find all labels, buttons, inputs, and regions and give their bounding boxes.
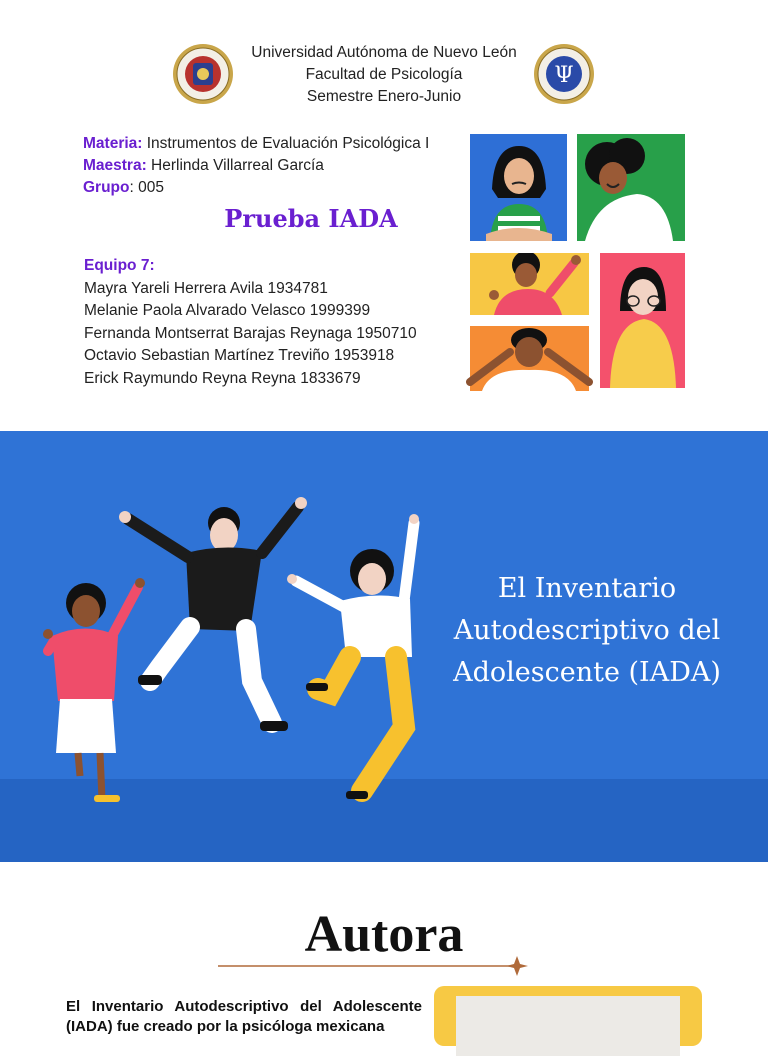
decorative-rule-icon: [218, 954, 530, 978]
laughing-girl-illustration: [577, 134, 685, 241]
team-label: Equipo 7:: [84, 257, 155, 274]
course-info: [83, 133, 429, 199]
university-name: Universidad Autónoma de Nuevo León: [251, 44, 517, 61]
banner-title-line: Autodescriptivo del: [453, 615, 721, 646]
maestra-row: [83, 155, 429, 177]
team-member: Octavio Sebastian Martínez Treviño 1953918: [84, 347, 395, 365]
materia-label: Materia:: [83, 135, 143, 152]
header-text: [240, 42, 528, 108]
uanl-seal-icon: [172, 43, 234, 105]
maestra-value: Herlinda Villarreal García: [146, 157, 324, 174]
autora-heading: Autora: [304, 906, 464, 963]
team-member: Melanie Paola Alvarado Velasco 1999399: [84, 302, 371, 320]
maestra-label: Maestra:: [83, 157, 147, 174]
semester-name: Semestre Enero-Junio: [306, 88, 462, 105]
faces-illustration: [464, 133, 686, 391]
university-header: [0, 40, 768, 110]
sad-girl-illustration: [470, 134, 567, 241]
grupo-row: [83, 177, 429, 199]
autora-photo: [456, 996, 680, 1056]
jumping-people-illustration: [0, 431, 460, 862]
team-list: [84, 255, 417, 391]
page-title: Prueba IADA: [224, 204, 398, 233]
faculty-name: Facultad de Psicología: [305, 66, 463, 83]
materia-value: Instrumentos de Evaluación Psicológica I: [142, 135, 430, 152]
grupo-value: : 005: [129, 179, 164, 196]
team-member: Fernanda Montserrat Barajas Reynaga 1950710: [84, 324, 417, 342]
cheering-girl-illustration: [470, 253, 589, 315]
banner-title-line: El Inventario: [497, 573, 677, 604]
team-member: Mayra Yareli Herrera Avila 1934781: [84, 279, 328, 297]
covering-ears-boy-illustration: [464, 326, 595, 391]
svg-text:Ψ: Ψ: [554, 63, 574, 88]
autora-paragraph: El Inventario Autodescriptivo del Adolescente (IADA) fue creado por la psicóloga mexicana: [66, 998, 422, 1035]
team-member: Erick Raymundo Reyna Reyna 1833679: [84, 369, 361, 387]
banner-title: [440, 568, 734, 694]
crying-girl-illustration: [600, 253, 685, 388]
intro-banner: [0, 431, 768, 862]
autora-photo-card: [434, 986, 702, 1046]
grupo-label: Grupo: [83, 179, 130, 196]
materia-row: [83, 133, 429, 155]
banner-title-line: Adolescente (IADA): [453, 657, 721, 688]
faculty-seal-icon: [533, 43, 595, 105]
